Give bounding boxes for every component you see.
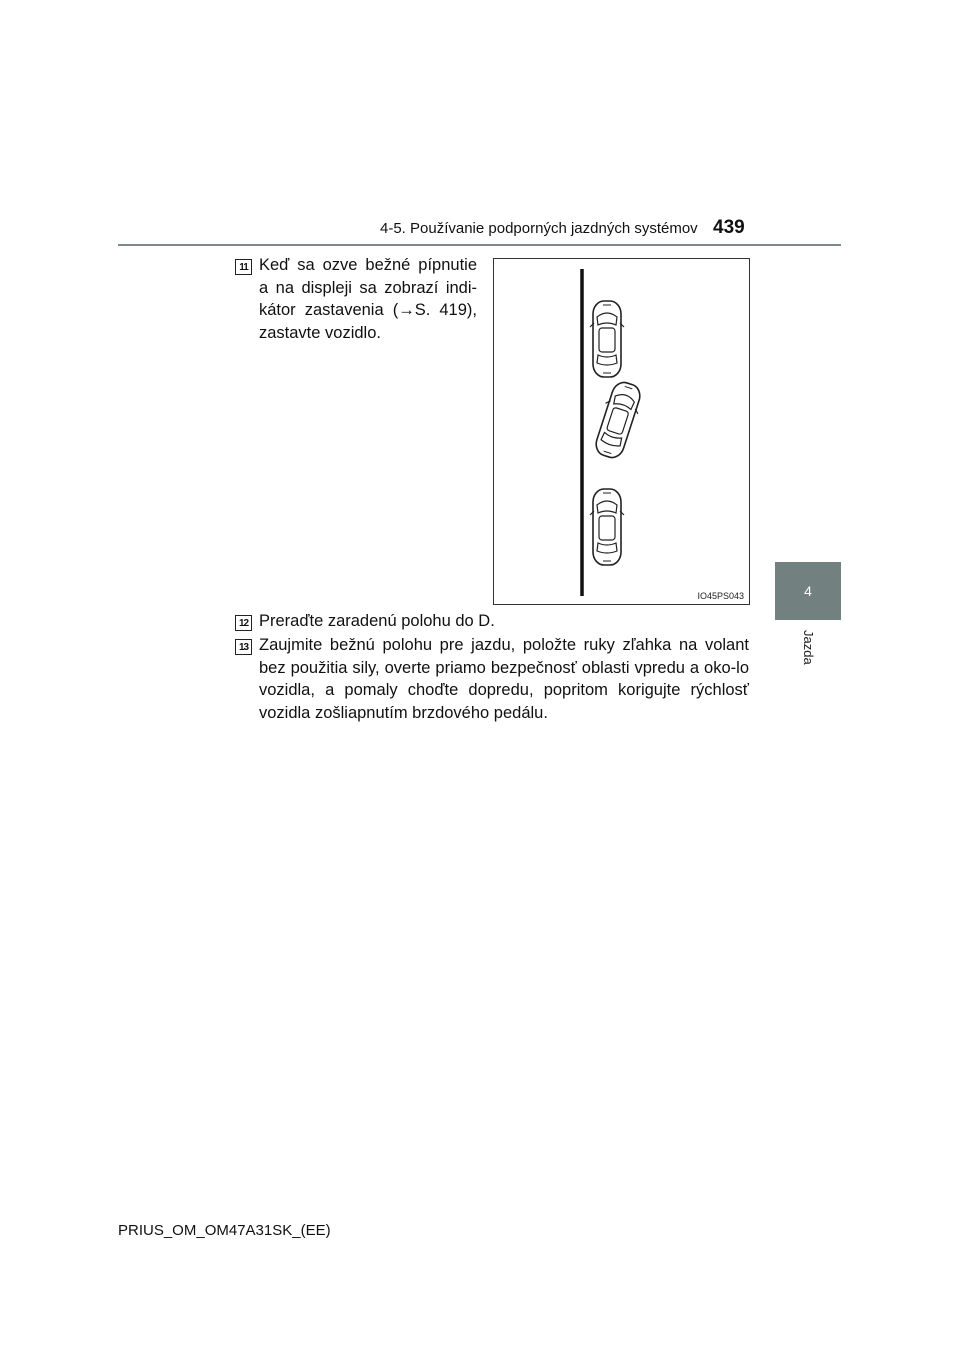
header-divider — [118, 244, 841, 246]
step-text-12: Preraďte zaradenú polohu do D. — [259, 612, 495, 630]
figure-id: IO45PS043 — [697, 591, 744, 601]
step-text-11: Keď sa ozve bežné pípnutie a na displeji sa zobrazí indi-kátor zastavenia (→S. 419), zastavte vozidlo. — [259, 256, 477, 342]
chapter-number: 4 — [804, 583, 812, 599]
step-text-13: Zaujmite bežnú polohu pre jazdu, položte ruky zľahka na volant bez použitia sily, overte priamo bezpečnosť oblasti vpredu a oko-lo vozidla, a pomaly choďte dopredu, popritom korigujte rýchlosť vozidla zošliapnutím brzdového pedálu. — [259, 636, 749, 722]
page-number: 439 — [713, 217, 745, 238]
step-marker-12: 12 — [235, 615, 252, 631]
footer-model-code: PRIUS_OM_OM47A31SK_(EE) — [118, 1222, 331, 1239]
parked-car-rear — [590, 489, 624, 565]
chapter-label: Jazda — [801, 630, 816, 665]
maneuvering-car — [590, 379, 646, 462]
step-marker-13: 13 — [235, 639, 252, 655]
step-marker-11: 11 — [235, 259, 252, 275]
parking-illustration — [493, 258, 750, 605]
parked-car-front — [590, 301, 624, 377]
parking-diagram — [494, 259, 751, 606]
section-title: 4-5. Používanie podporných jazdných systémov — [380, 220, 698, 237]
chapter-tab — [775, 562, 841, 620]
